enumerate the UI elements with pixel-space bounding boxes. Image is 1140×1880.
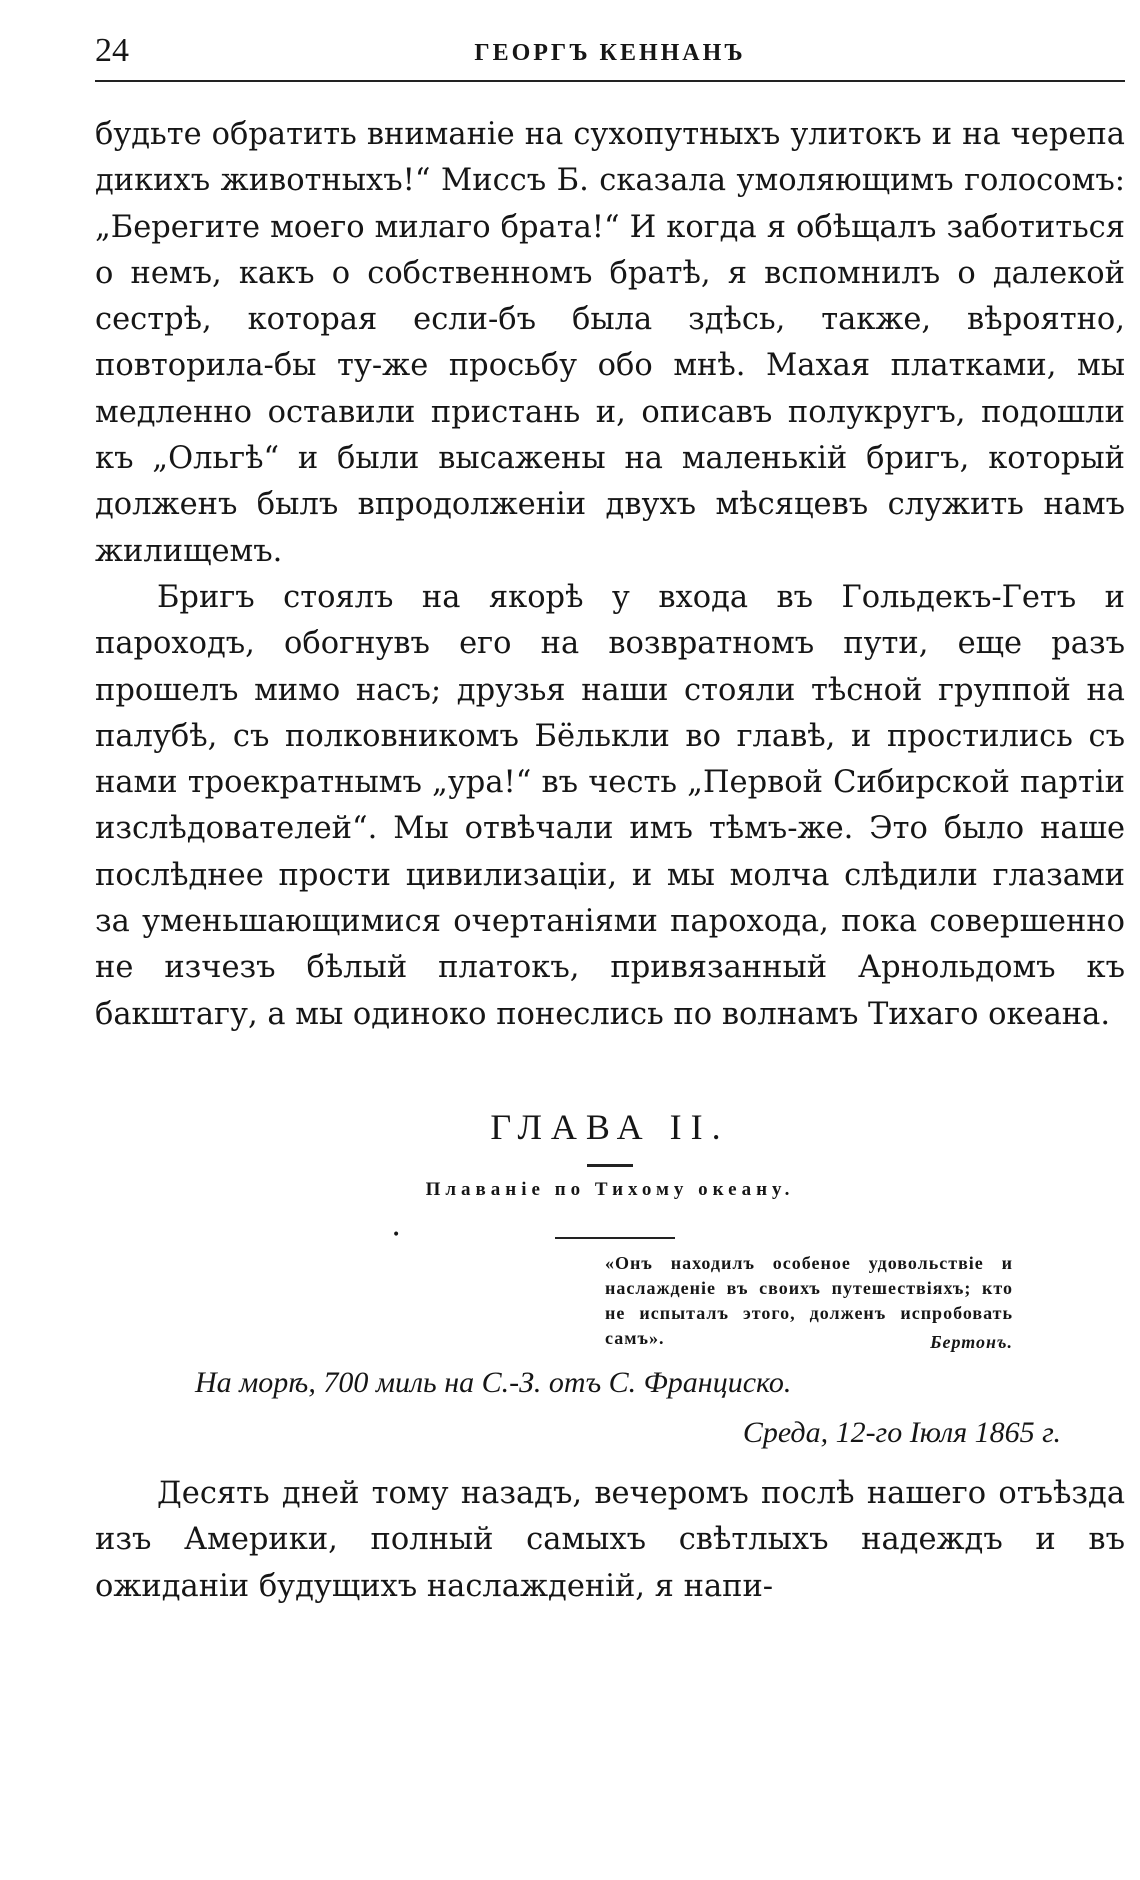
epigraph-author: Бертонъ. bbox=[930, 1331, 1013, 1352]
chapter-opening-paragraph: Десять дней тому назадъ, вечеромъ послѣ нашего отъѣзда изъ Америки, полный самыхъ свѣтлыхъ надеждъ и въ ожиданіи будущихъ наслажденій, я напи- bbox=[95, 1475, 1125, 1604]
dateline-place: На морѣ, 700 миль на С.-З. отъ С. Франциско. bbox=[195, 1365, 792, 1399]
running-header bbox=[95, 30, 1125, 82]
chapter-title: ГЛАВА II. bbox=[490, 1106, 730, 1147]
body-paragraph-1: будьте обратить вниманіе на сухопутныхъ улитокъ и на черепа дикихъ животныхъ!“ Миссъ Б. сказала умоляющимъ голосомъ: „Берегите моего милаго брата!“ И когда я обѣщалъ заботиться о немъ, какъ о собственномъ братѣ, я вспомнилъ о далекой сестрѣ, которая если-бъ была здѣсь, также, вѣроятно, повторила-бы ту-же просьбу обо мнѣ. Махая платками, мы медленно оставили пристань и, описавъ полукругъ, подошли къ „Ольгѣ“ и были высажены на маленькій бригъ, который долженъ былъ впродолженіи двухъ мѣсяцевъ служить намъ жилищемъ. bbox=[95, 117, 1125, 569]
epigraph bbox=[605, 1251, 1013, 1355]
chapter-subtitle: Плаваніе по Тихому океану. bbox=[425, 1178, 795, 1200]
book-page bbox=[95, 30, 1125, 1610]
chapter-divider bbox=[587, 1164, 633, 1167]
print-speck: • bbox=[392, 1226, 401, 1243]
body-paragraph-2: Бригъ стоялъ на якорѣ у входа въ Гольдекъ-Гетъ и пароходъ, обогнувъ его на возвратномъ пути, еще разъ прошелъ мимо насъ; друзья наши стояли тѣсной группой на палубѣ, съ полковникомъ Бёлькли во главѣ, и простились съ нами троекратнымъ „ура!“ въ честь „Первой Сибирской партіи изслѣдователей“. Мы отвѣчали имъ тѣмъ-же. Это было наше послѣднее прости цивилизаціи, и мы молча слѣдили глазами за уменьшающимися очертаніями парохода, пока совершенно не изчезъ бѣлый платокъ, привязанный Арнольдомъ къ бакштагу, а мы одиноко понеслись по волнамъ Тихаго океана. bbox=[95, 579, 1125, 1032]
epigraph-text: «Онъ находилъ особеное удовольствіе и наслажденіе въ своихъ путешествіяхъ; кто не испыталъ этого, долженъ испробовать самъ». bbox=[605, 1252, 1013, 1348]
dateline-date: Среда, 12-го Іюля 1865 г. bbox=[742, 1415, 1061, 1449]
page-number: 24 bbox=[95, 32, 129, 69]
epigraph-rule bbox=[555, 1237, 675, 1239]
running-header-title: ГЕОРГЪ КЕННАНЪ bbox=[474, 40, 746, 66]
epigraph-block bbox=[95, 1215, 1125, 1355]
